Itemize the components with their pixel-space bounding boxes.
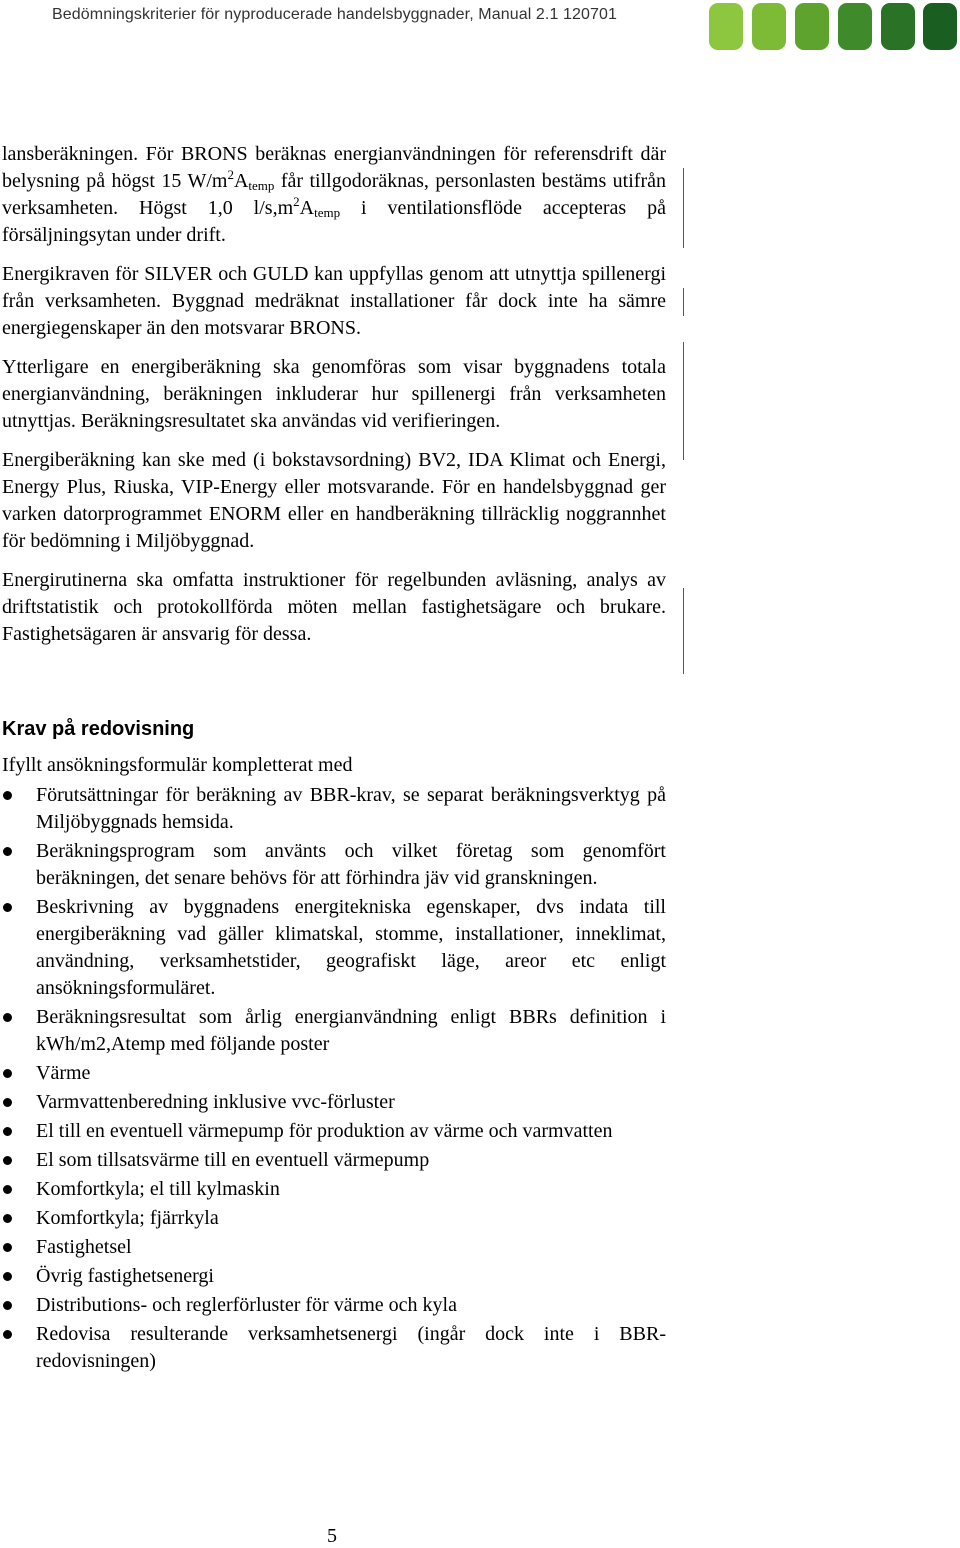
paragraph-calculation-software: Energiberäkning kan ske med (i bokstavsordning) BV2, IDA Klimat och Energi, Energy Plus, Riuska, VIP-Energy eller motsvarande. För en handelsbyggnad ger varken datorprogrammet ENORM eller en handberäkning tillräcklig noggrannhet för bedömning i Miljöbyggnad. — [2, 449, 666, 552]
list-item: Distributions- och reglerförluster för värme och kyla — [0, 1292, 666, 1319]
section-intro: Ifyllt ansökningsformulär kompletterat med — [2, 754, 353, 776]
list-item: Övrig fastighetsenergi — [0, 1263, 666, 1290]
list-item: Redovisa resulterande verksamhetsenergi (ingår dock inte i BBR-redovisningen) — [0, 1321, 666, 1375]
list-item: El till en eventuell värmepump för produktion av värme och varmvatten — [0, 1118, 666, 1145]
bullet-icon — [3, 1156, 12, 1165]
list-item: El som tillsatsvärme till en eventuell värmepump — [0, 1147, 666, 1174]
logo-block — [923, 3, 957, 50]
logo-block — [881, 3, 915, 50]
bullet-icon — [3, 1185, 12, 1194]
change-bar — [683, 168, 684, 248]
list-item: Komfortkyla; el till kylmaskin — [0, 1176, 666, 1203]
list-item: Varmvattenberedning inklusive vvc-förluster — [0, 1089, 666, 1116]
change-bar — [683, 288, 684, 316]
list-item: Fastighetsel — [0, 1234, 666, 1261]
paragraph-energy-routines: Energirutinerna ska omfatta instruktioner för regelbunden avläsning, analys av driftstatistik och protokollförda möten mellan fastighetsägare och brukare. Fastighetsägaren är ansvarig för dessa. — [2, 569, 666, 645]
document-header-title: Bedömningskriterier för nyproducerade handelsbyggnader, Manual 2.1 120701 — [52, 6, 618, 23]
bullet-icon — [3, 1214, 12, 1223]
bullet-icon — [3, 1330, 12, 1339]
logo-block — [795, 3, 829, 50]
bullet-icon — [3, 1127, 12, 1136]
list-item: Värme — [0, 1060, 666, 1087]
bullet-icon — [3, 1272, 12, 1281]
bullet-icon — [3, 1098, 12, 1107]
paragraph-energy-requirements: Energikraven för SILVER och GULD kan uppfyllas genom att utnyttja spillenergi från verksamheten. Byggnad medräknat installationer får dock inte ha sämre energiegenskaper än den motsvarar BRONS. — [2, 263, 666, 339]
bullet-icon — [3, 903, 12, 912]
section-heading: Krav på redovisning — [2, 718, 195, 740]
logo-block — [838, 3, 872, 50]
list-item: Beskrivning av byggnadens energitekniska egenskaper, dvs indata till energiberäkning vad gäller klimatskal, stomme, installationer, inneklimat, användning, verksamhetstider, geografiskt läge, areor etc enligt ansökningsformuläret. — [0, 894, 666, 1002]
logo-block — [709, 3, 743, 50]
bullet-icon — [3, 791, 12, 800]
requirements-list — [0, 782, 666, 1377]
list-item: Förutsättningar för beräkning av BBR-krav, se separat beräkningsverktyg på Miljöbyggnads hemsida. — [0, 782, 666, 836]
bullet-icon — [3, 847, 12, 856]
body-text — [2, 141, 666, 660]
miljobyggnad-logo — [709, 3, 957, 51]
change-bar — [683, 588, 684, 674]
bullet-icon — [3, 1013, 12, 1022]
paragraph-ventilation: lansberäkningen. För BRONS beräknas energianvändningen för referensdrift där belysning på högst 15 $W/m^2Atemp$ får tillgodoräknas, personlasten bestäms utifrån verksamheten. Högst 1,0 $l/s,m^2Atemp$ i ventilationsflöde accepteras på försäljningsytan under drift. — [2, 143, 666, 246]
bullet-icon — [3, 1069, 12, 1078]
list-item: Beräkningsprogram som använts och vilket företag som genomfört beräkningen, det senare behövs för att förhindra jäv vid granskningen. — [0, 838, 666, 892]
bullet-icon — [3, 1243, 12, 1252]
logo-block — [752, 3, 786, 50]
paragraph-additional-calculation: Ytterligare en energiberäkning ska genomföras som visar byggnadens totala energianvändning, beräkningen inkluderar hur spillenergi från verksamheten utnyttjas. Beräkningsresultatet ska användas vid verifieringen. — [2, 356, 666, 432]
list-item: Beräkningsresultat som årlig energianvändning enligt BBRs definition i kWh/m2,Atemp med följande poster — [0, 1004, 666, 1058]
bullet-icon — [3, 1301, 12, 1310]
page-number: 5 — [327, 1525, 337, 1547]
change-bar — [683, 342, 684, 460]
list-item: Komfortkyla; fjärrkyla — [0, 1205, 666, 1232]
